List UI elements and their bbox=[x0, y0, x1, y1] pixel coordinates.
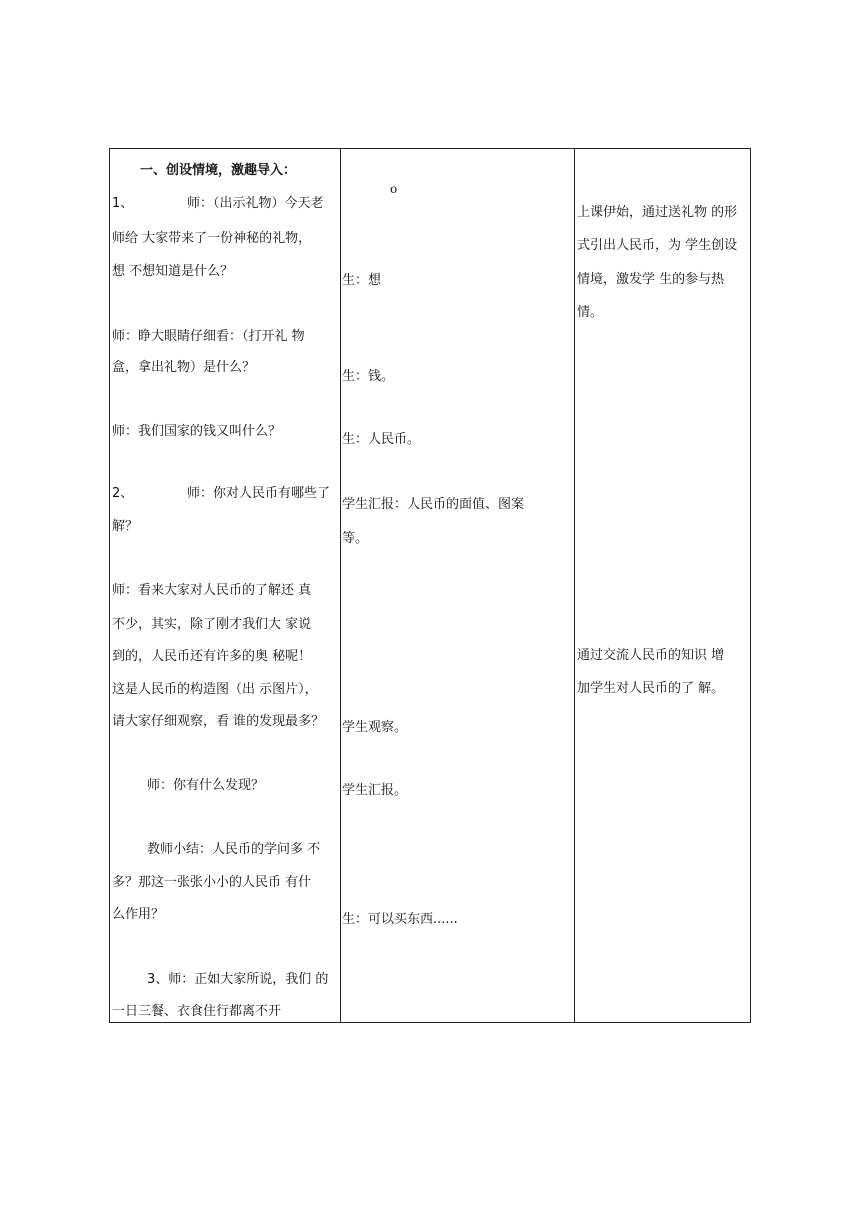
section-heading: 一、创设情境，激趣导入： bbox=[140, 163, 297, 178]
text-line: 师：（出示礼物）今天老 bbox=[187, 196, 324, 211]
text-line: 请大家仔细观察，看 谁的发现最多？ bbox=[112, 714, 325, 729]
text-line: 么作用？ bbox=[112, 907, 165, 922]
text-line: 盒，拿出礼物）是什么？ bbox=[112, 360, 256, 375]
student-answer: 生：人民币。 bbox=[342, 432, 421, 447]
mark: o bbox=[390, 182, 398, 196]
text-line: 师：看来大家对人民币的了解还 真 bbox=[112, 583, 312, 598]
text-line: 师：你有什么发现？ bbox=[147, 778, 265, 793]
student-answer: 学生观察。 bbox=[342, 720, 408, 735]
text-line: 教师小结：人民币的学问多 不 bbox=[147, 842, 321, 857]
text-line: 不少，其实，除了刚才我们大 家说 bbox=[112, 617, 312, 632]
text-line: 想 不想知道是什么？ bbox=[112, 264, 234, 279]
text-line: 师：我们国家的钱又叫什么？ bbox=[112, 424, 282, 439]
text-line: 到的，人民币还有许多的奥 秘呢！ bbox=[112, 649, 312, 664]
design-note: 式引出人民币，为 学生创设 bbox=[577, 238, 738, 253]
student-answer: 生：可以买东西...... bbox=[342, 912, 458, 927]
text-line: 一日三餐、衣食住行都离不开 bbox=[112, 1004, 282, 1019]
column-divider bbox=[574, 149, 575, 1022]
item-number: 1、 bbox=[112, 196, 134, 211]
text-line: 师给 大家带来了一份神秘的礼物， bbox=[112, 231, 312, 246]
text-line: 师：你对人民币有哪些了 bbox=[187, 486, 331, 501]
item-number: 2、 bbox=[112, 486, 134, 501]
student-answer: 学生汇报：人民币的面值、图案 bbox=[342, 497, 525, 512]
text-line: 多？那这一张张小小的人民币 有什 bbox=[112, 875, 312, 890]
design-note: 加学生对人民币的了 解。 bbox=[577, 681, 725, 696]
student-answer: 生：钱。 bbox=[342, 369, 395, 384]
text-line: 3、师：正如大家所说，我们 的 bbox=[147, 972, 329, 987]
design-note: 情境，激发学 生的参与热 bbox=[577, 272, 725, 287]
design-note: 上课伊始，通过送礼物 的形 bbox=[577, 205, 738, 220]
student-answer: 学生汇报。 bbox=[342, 783, 408, 798]
student-answer: 生：想 bbox=[342, 273, 382, 288]
design-note: 情。 bbox=[577, 305, 604, 320]
text-line: 解？ bbox=[112, 519, 139, 534]
column-divider bbox=[340, 149, 341, 1022]
text-line: 这是人民币的构造图（出 示图片）， bbox=[112, 682, 318, 697]
design-note: 通过交流人民币的知识 增 bbox=[577, 648, 725, 663]
student-answer: 等。 bbox=[342, 531, 369, 546]
text-line: 师：睁大眼睛仔细看：（打开礼 物 bbox=[112, 329, 305, 344]
